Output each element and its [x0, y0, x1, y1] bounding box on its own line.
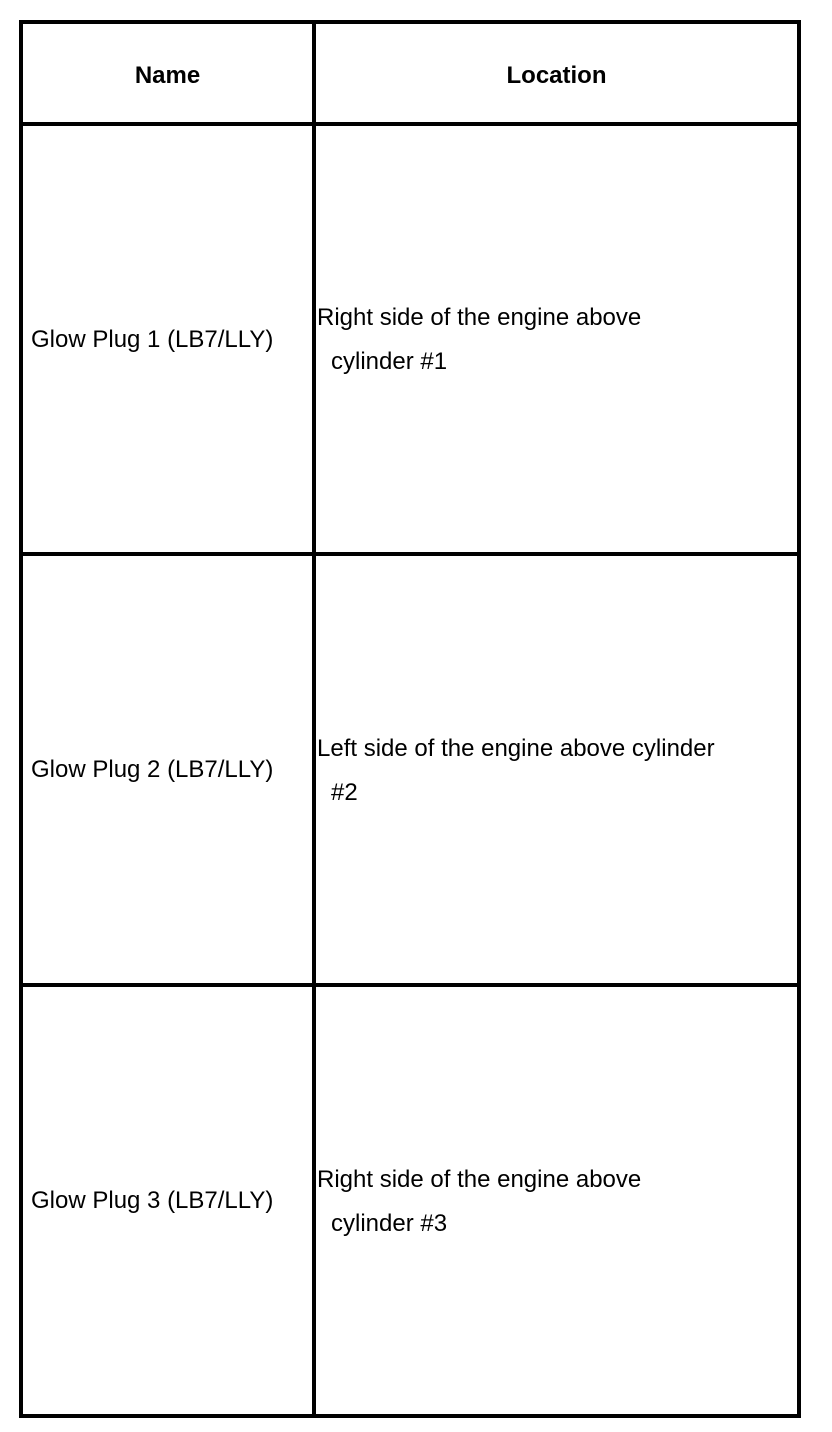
table-border-bottom	[19, 1414, 801, 1418]
row-divider	[19, 552, 801, 556]
row-divider	[19, 983, 801, 987]
table-border-top	[19, 20, 801, 24]
location-text-line: cylinder #3	[331, 1210, 448, 1237]
location-text-line: #2	[331, 779, 358, 806]
table-border-left	[19, 20, 23, 1418]
table-cell-location	[317, 296, 787, 384]
table-cell-location	[317, 727, 787, 815]
location-text-line: cylinder #1	[331, 348, 448, 375]
table-cell-name: Glow Plug 3 (LB7/LLY)	[31, 1187, 274, 1214]
table-border-right	[797, 20, 801, 1418]
table-cell-location	[317, 1158, 787, 1246]
location-text-line: Right side of the engine above	[317, 1166, 642, 1193]
glow-plug-location-table	[19, 20, 801, 1418]
header-location: Location	[506, 62, 607, 89]
header-name: Name	[134, 62, 201, 89]
table-cell-name: Glow Plug 2 (LB7/LLY)	[31, 756, 274, 783]
location-text-line: Right side of the engine above	[317, 304, 642, 331]
table-cell-name: Glow Plug 1 (LB7/LLY)	[31, 326, 274, 353]
header-row-divider	[19, 122, 801, 126]
location-text-line: Left side of the engine above cylinder	[317, 735, 715, 762]
